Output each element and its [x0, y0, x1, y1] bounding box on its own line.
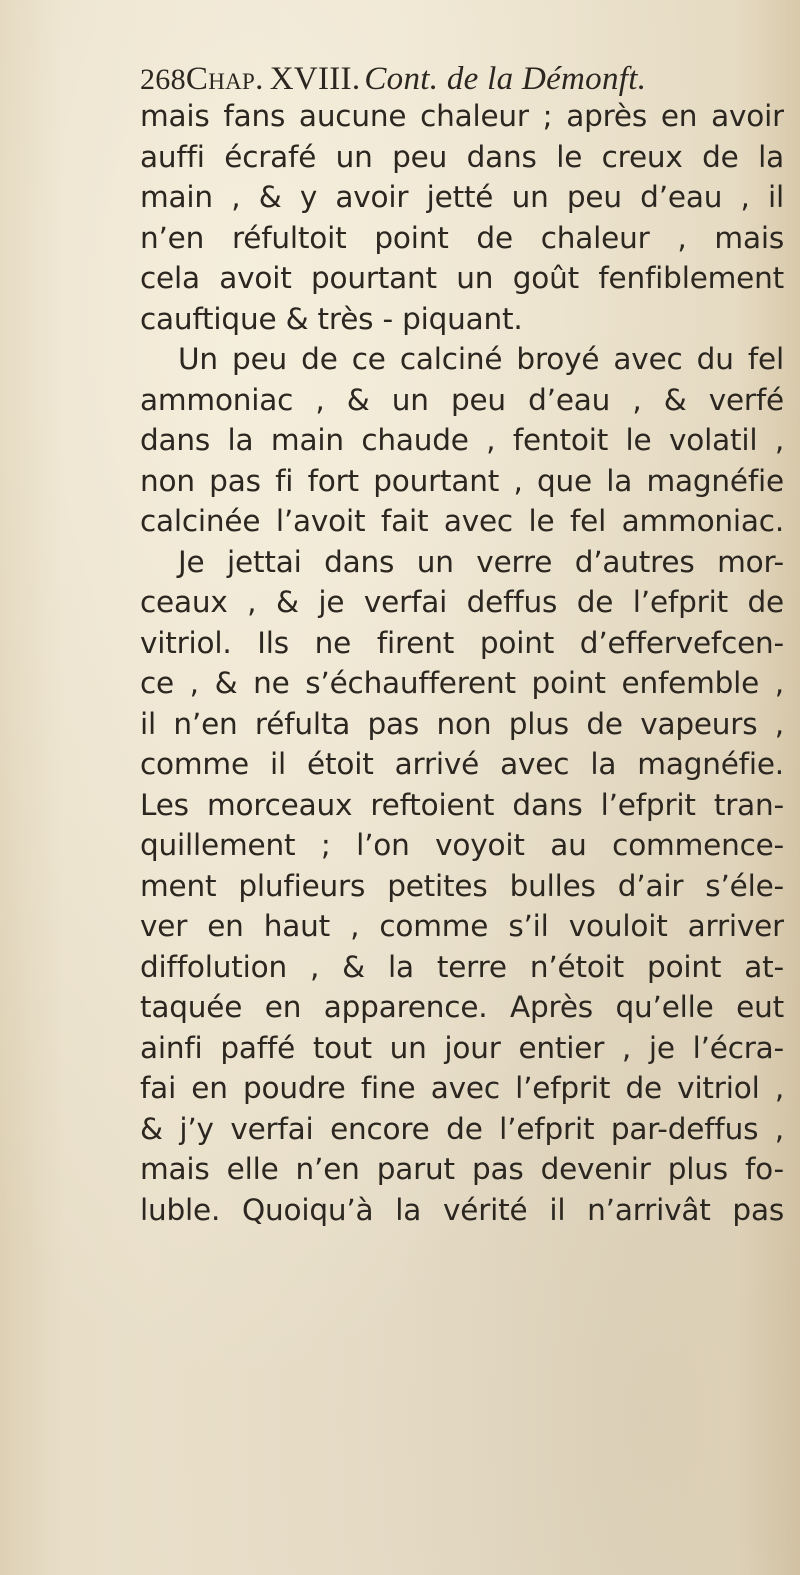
chapter-number: XVIII.	[269, 61, 361, 97]
page-number: 268	[140, 63, 186, 96]
text-line: & j’y verfai encore de l’efprit par-deffus ,	[140, 1111, 784, 1146]
text-line: ainfi paffé tout un jour entier , je l’écra-	[140, 1030, 784, 1065]
text-line: il n’en réfulta pas non plus de vapeurs ,	[140, 706, 784, 741]
page-header	[140, 58, 780, 100]
text-line: quillement ; l’on voyoit au commence-	[140, 828, 784, 862]
paragraph-start-line: Un peu de ce calciné broyé avec du fel	[178, 342, 784, 376]
text-line: ceaux , & je verfai deffus de l’efprit de	[140, 585, 784, 619]
text-line: n’en réfultoit point de chaleur , mais	[140, 220, 784, 255]
text-line: vitriol. Ils ne firent point d’effervefcen-	[140, 625, 784, 660]
text-line: non pas fi fort pourtant , que la magnéfie	[140, 463, 784, 498]
text-line: luble. Quoiqu’à la vérité il n’arrivât pas	[140, 1192, 784, 1227]
text-line: calcinée l’avoit fait avec le fel ammoniac.	[140, 504, 784, 538]
text-line: ammoniac , & un peu d’eau , & verfé	[140, 382, 784, 417]
text-line: ment plufieurs petites bulles d’air s’éle-	[140, 868, 784, 903]
text-line: ver en haut , comme s’il vouloit arriver	[140, 909, 784, 943]
text-line: auffi écrafé un peu dans le creux de la	[140, 139, 784, 174]
text-line: cauftique & très - piquant.	[140, 301, 523, 336]
text-line: cela avoit pourtant un goût fenfiblement	[140, 261, 784, 295]
text-line: Les morceaux reftoient dans l’efprit tran-	[140, 787, 784, 822]
text-line: dans la main chaude , fentoit le volatil ,	[140, 423, 784, 457]
running-title: Cont. de la Démonft.	[364, 61, 647, 97]
text-line: comme il étoit arrivé avec la magnéfie.	[140, 747, 784, 781]
chapter-label: Chap.	[185, 61, 264, 97]
text-line: main , & y avoir jetté un peu d’eau , il	[140, 180, 784, 214]
paragraph-start-line: Je jettai dans un verre d’autres mor-	[178, 544, 784, 579]
text-line: mais elle n’en parut pas devenir plus fo-	[140, 1152, 784, 1186]
text-line: diffolution , & la terre n’étoit point at-	[140, 949, 784, 984]
text-line: taquée en apparence. Après qu’elle eut	[140, 990, 784, 1024]
text-line: ce , & ne s’échaufferent point enfemble ,	[140, 666, 784, 700]
text-line: fai en poudre fine avec l’efprit de vitriol ,	[140, 1071, 784, 1105]
body-text	[140, 96, 784, 1230]
text-line: mais fans aucune chaleur ; après en avoir	[140, 99, 784, 133]
